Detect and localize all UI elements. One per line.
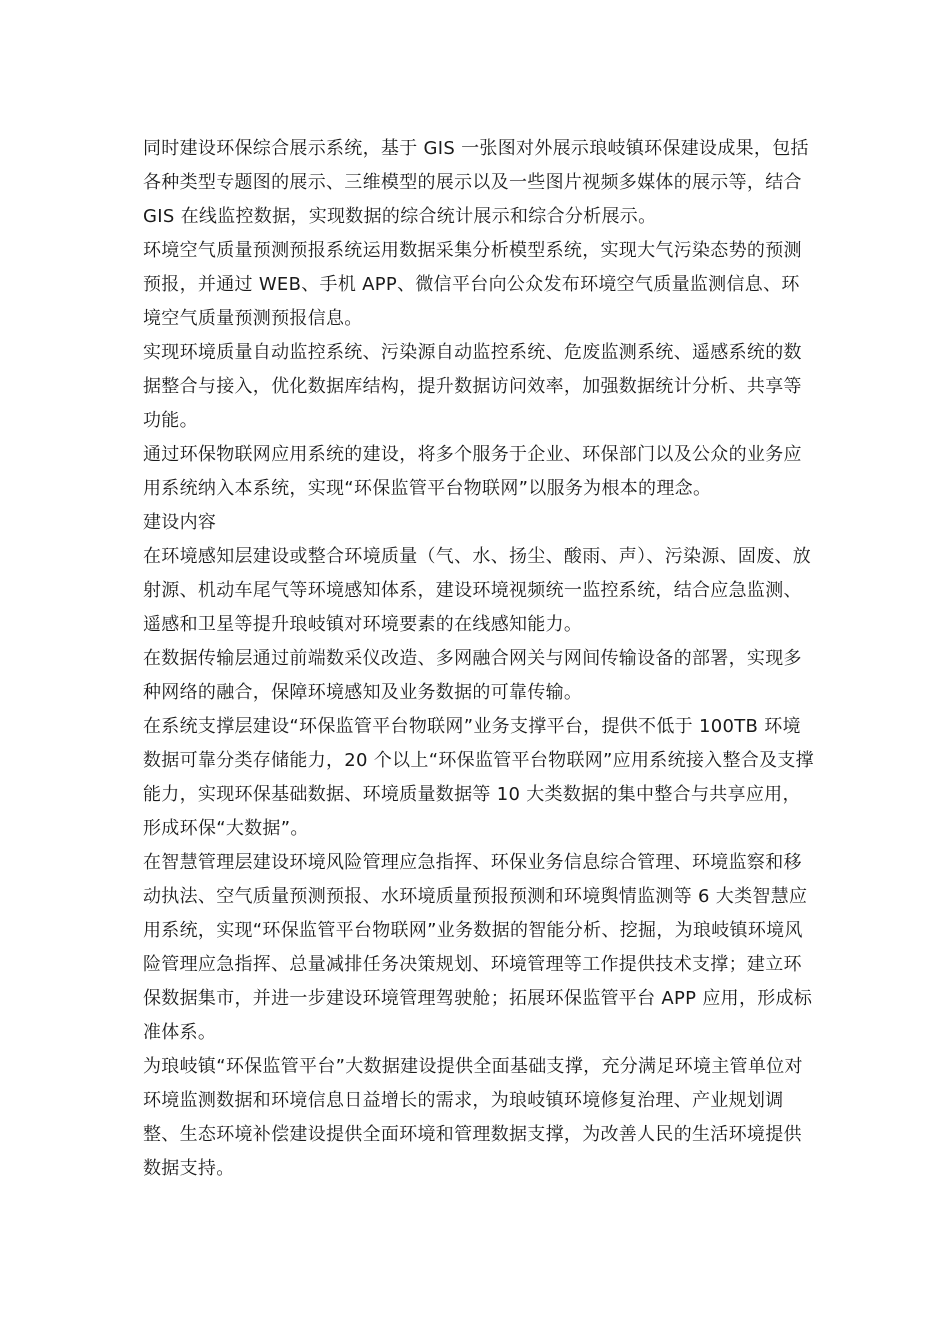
paragraph-air-quality-forecast: 环境空气质量预测预报系统运用数据采集分析模型系统，实现大气污染态势的预测预报，并通过 WEB、手机 APP、微信平台向公众发布环境空气质量监测信息、环境空气质量预测预报信息。 — [143, 240, 802, 329]
paragraph-data-integration: 实现环境质量自动监控系统、污染源自动监控系统、危废监测系统、遥感系统的数据整合与接入，优化数据库结构，提升数据访问效率，加强数据统计分析、共享等功能。 — [143, 342, 802, 431]
paragraph-big-data-support: 为琅岐镇“环保监管平台”大数据建设提供全面基础支撑，充分满足环境主管单位对环境监测数据和环境信息日益增长的需求，为琅岐镇环境修复治理、产业规划调整、生态环境补偿建设提供全面环境和管理数据支撑，为改善人民的生活环境提供数据支持。 — [143, 1056, 803, 1179]
document-body — [143, 132, 815, 1186]
paragraph-perception-layer: 在环境感知层建设或整合环境质量（气、水、扬尘、酸雨、声）、污染源、固废、放射源、机动车尾气等环境感知体系，建设环境视频统一监控系统，结合应急监测、遥感和卫星等提升琅岐镇对环境要素的在线感知能力。 — [143, 546, 812, 635]
paragraph-iot-application: 通过环保物联网应用系统的建设，将多个服务于企业、环保部门以及公众的业务应用系统纳入本系统，实现“环保监管平台物联网”以服务为根本的理念。 — [143, 444, 802, 499]
paragraph-smart-management-layer: 在智慧管理层建设环境风险管理应急指挥、环保业务信息综合管理、环境监察和移动执法、空气质量预测预报、水环境质量预报预测和环境舆情监测等 6 大类智慧应用系统，实现“环保监管平台物联网”业务数据的智能分析、挖掘，为琅岐镇环境风险管理应急指挥、总量减排任务决策规划、环境管理等工作提供技术支撑；建立环保数据集市，并进一步建设环境管理驾驶舱；拓展环保监管平台 APP 应用，形成标准体系。 — [143, 852, 813, 1043]
paragraph-gis-display: 同时建设环保综合展示系统，基于 GIS 一张图对外展示琅岐镇环保建设成果，包括各种类型专题图的展示、三维模型的展示以及一些图片视频多媒体的展示等，结合 GIS 在线监控数据，实现数据的综合统计展示和综合分析展示。 — [143, 138, 809, 227]
section-heading-construction-content: 建设内容 — [143, 512, 217, 533]
paragraph-support-layer: 在系统支撑层建设“环保监管平台物联网”业务支撑平台，提供不低于 100TB 环境数据可靠分类存储能力，20 个以上“环保监管平台物联网”应用系统接入整合及支撑能力，实现环保基础数据、环境质量数据等 10 大类数据的集中整合与共享应用，形成环保“大数据”。 — [143, 716, 814, 839]
paragraph-transmission-layer: 在数据传输层通过前端数采仪改造、多网融合网关与网间传输设备的部署，实现多种网络的融合，保障环境感知及业务数据的可靠传输。 — [143, 648, 802, 703]
